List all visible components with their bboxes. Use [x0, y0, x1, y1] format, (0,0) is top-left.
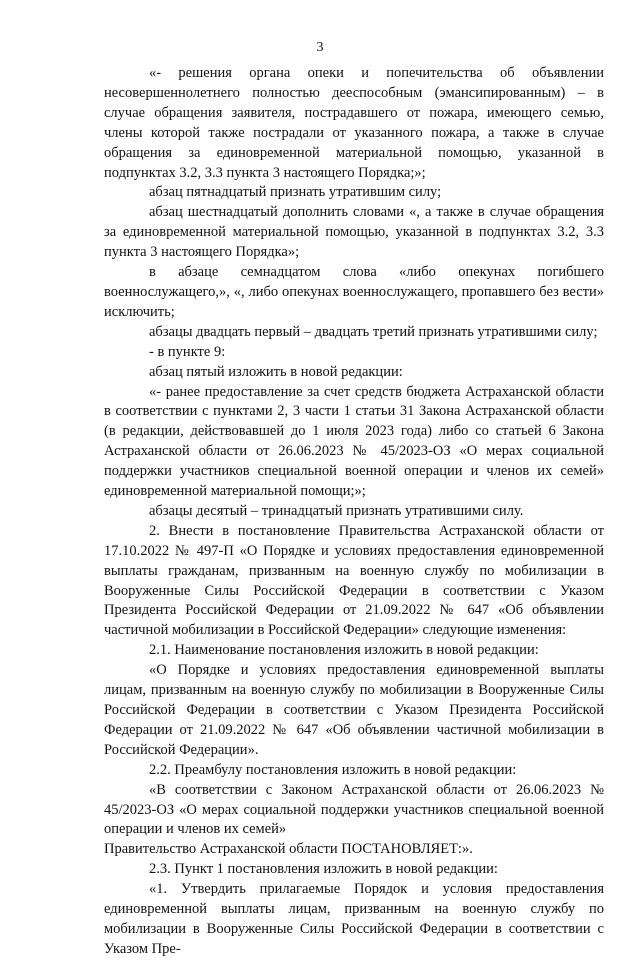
paragraph-abzac-16: абзац шестнадцатый дополнить словами «, а также в случае обращения за единовременной материальной помощью, указанной в подпунктах 3.2, 3.3 пункта 3 настоящего Порядка»; [104, 204, 604, 261]
paragraph-abzac-15: абзац пятнадцатый признать утратившим силу; [149, 184, 442, 201]
paragraph-abzac-5-new: абзац пятый изложить в новой редакции: [149, 363, 403, 380]
paragraph-abzac-21-23: абзацы двадцать первый – двадцать третий признать утратившими силу; [149, 323, 598, 340]
paragraph-2-2: 2.2. Преамбулу постановления изложить в новой редакции: [149, 761, 517, 778]
paragraph-quote-title: «О Порядке и условиях предоставления единовременной выплаты лицам, призванным на военную службу по мобилизации в Вооруженные Силы Российской Федерации в соответствии с Указом Президента Российской Федерации от 21.09.2022 № 647 «Об объявлении частичной мобилизации в Российской Федерации». [104, 662, 604, 758]
paragraph-quote-budget: «- ранее предоставление за счет средств бюджета Астраханской области в соответствии с пунктами 2, 3 части 1 статьи 31 Закона Астраханской области (в редакции, действовавшей до 1 июля 2023 года) либо со статьей 6 Закона Астраханской области от 26.06.2023 № 45/2023-ОЗ «О мерах социальной поддержки участников специальной военной операции и членов их семей» единовременной материальной помощи;»; [104, 383, 604, 500]
paragraph-postanovlyaet: Правительство Астраханской области ПОСТАНОВЛЯЕТ:». [104, 841, 473, 858]
document-body [104, 64, 604, 960]
paragraph-quote-decision: «- решения органа опеки и попечительства об объявлении несовершеннолетнего полностью дееспособным (эмансипированным) – в случае обращения заявителя, пострадавшего от пожара, имеющего семью, члены которой также пострадали от указанного пожара, а также в случае обращения за единовременной материальной помощью, указанной в подпунктах 3.2, 3.3 пункта 3 настоящего Порядка;»; [104, 65, 604, 181]
paragraph-2-1: 2.1. Наименование постановления изложить в новой редакции: [149, 642, 539, 659]
paragraph-2-3: 2.3. Пункт 1 постановления изложить в новой редакции: [149, 861, 498, 878]
page-number: 3 [316, 40, 324, 55]
paragraph-quote-preamble: «В соответствии с Законом Астраханской области от 26.06.2023 № 45/2023-ОЗ «О мерах социальной поддержки участников специальной военной операции и членов их семей» [104, 781, 604, 838]
paragraph-abzac-17: в абзаце семнадцатом слова «либо опекунах погибшего военнослужащего,», «, либо опекунах военнослужащего, пропавшего без вести» исключить; [104, 264, 604, 320]
paragraph-abzac-10-13: абзацы десятый – тринадцатый признать утратившими силу. [149, 502, 524, 519]
paragraph-quote-point-1: «1. Утвердить прилагаемые Порядок и условия предоставления единовременной выплаты лицам, призванным на военную службу по мобилизации в Вооруженные Силы Российской Федерации в соответствии с Указом Пре- [104, 881, 604, 957]
paragraph-point-9: - в пункте 9: [149, 343, 226, 360]
paragraph-section-2: 2. Внести в постановление Правительства Астраханской области от 17.10.2022 № 497-П «О Порядке и условиях предоставления единовременной выплаты гражданам, призванным на военную службу по мобилизации в Вооруженные Силы Российской Федерации в соответствии с Указом Президента Российской Федерации от 21.09.2022 № 647 «Об объявлении частичной мобилизации в Российской Федерации» следующие изменения: [104, 522, 604, 639]
